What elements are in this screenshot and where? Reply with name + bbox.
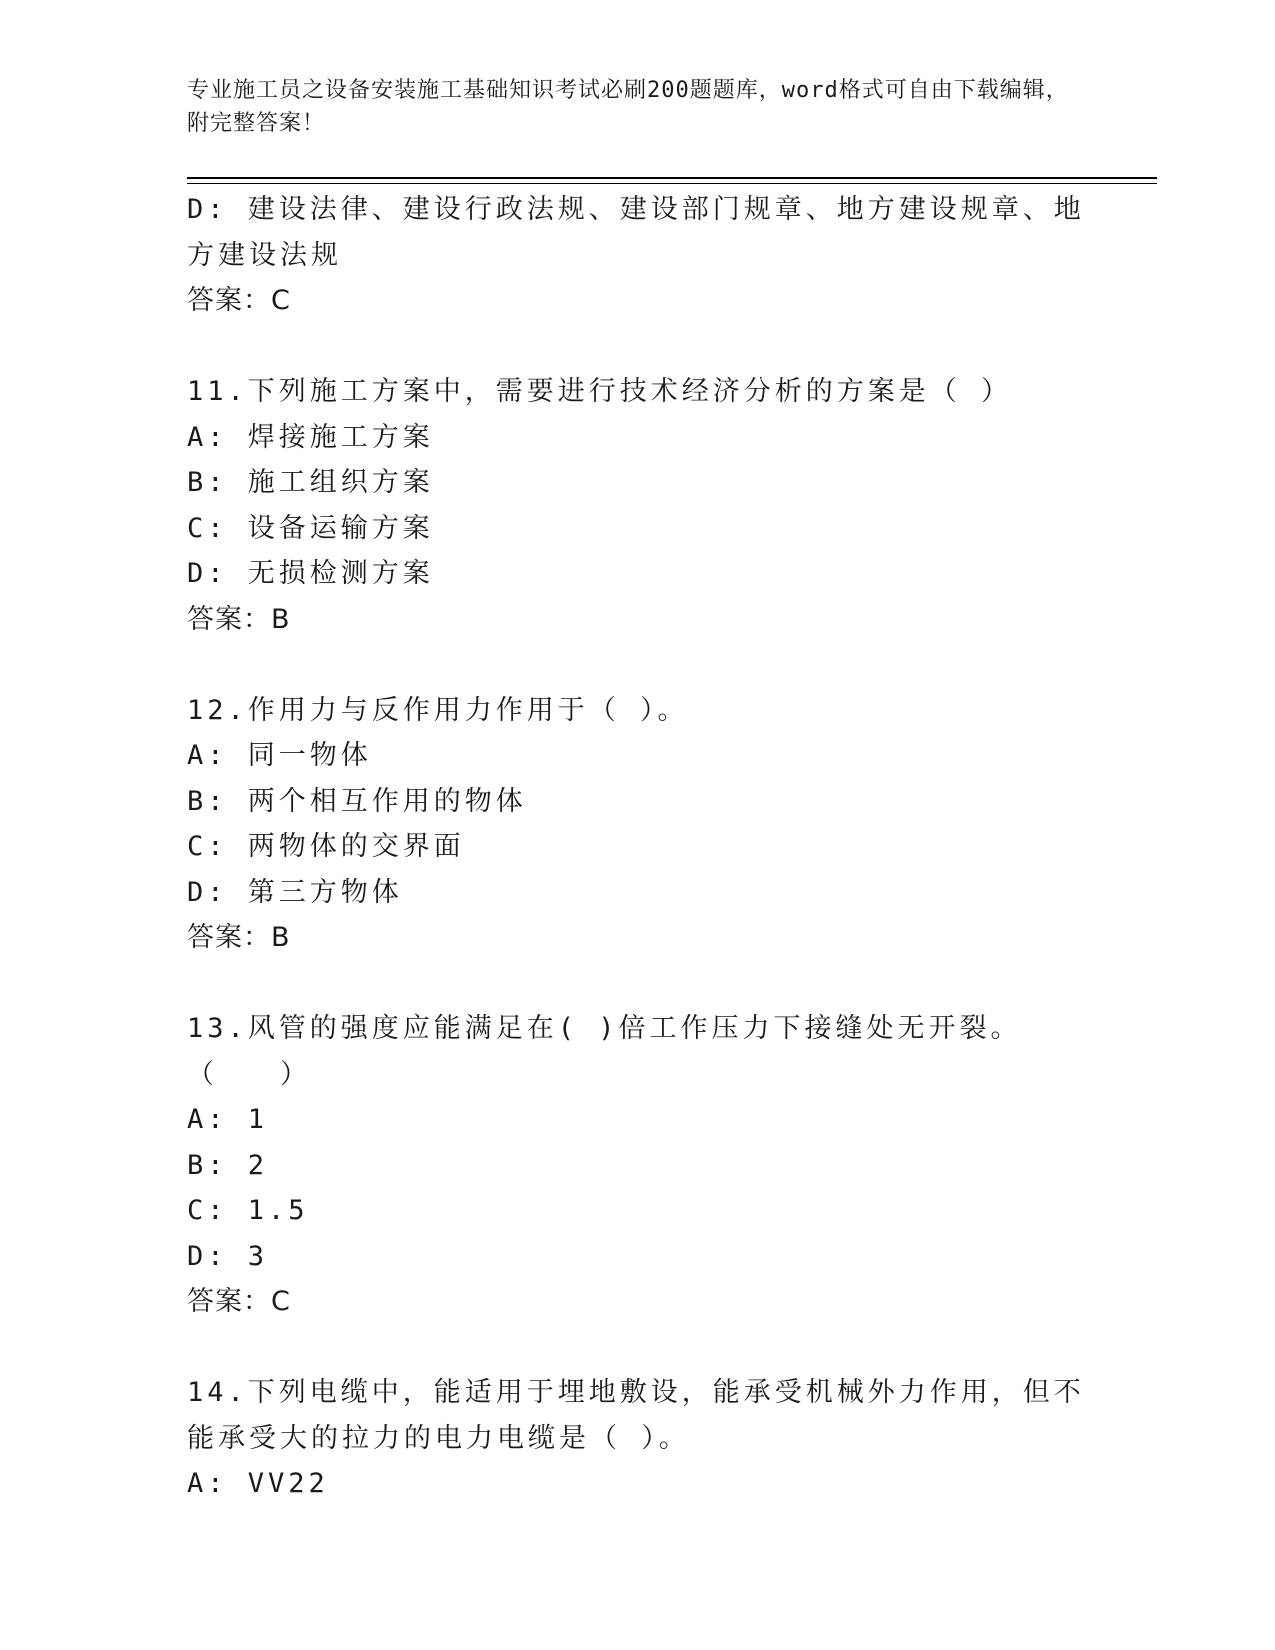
option-d: D: 建设法律、建设行政法规、建设部门规章、地方建设规章、地方建设法规 xyxy=(187,194,1085,271)
option-b: B: 2 xyxy=(187,1149,269,1181)
spacer xyxy=(187,324,1087,370)
question-14 xyxy=(187,1370,1087,1507)
spacer xyxy=(187,1325,1087,1371)
header-divider-thick xyxy=(187,177,1157,179)
header-divider-thin xyxy=(187,183,1157,184)
option-a: A: 1 xyxy=(187,1104,269,1135)
document-header xyxy=(187,74,1077,140)
option-b: B: 施工组织方案 xyxy=(187,467,434,498)
option-d: D: 第三方物体 xyxy=(187,876,403,908)
document-body xyxy=(187,187,1087,1507)
answer-line: 答案：C xyxy=(187,1286,291,1317)
question-13 xyxy=(187,1006,1087,1325)
question-10-tail xyxy=(187,187,1087,324)
option-c: C: 设备运输方案 xyxy=(187,512,434,544)
option-d: D: 无损检测方案 xyxy=(187,558,434,589)
option-a: A: VV22 xyxy=(187,1468,329,1499)
answer-line: 答案：B xyxy=(187,603,291,635)
option-d: D: 3 xyxy=(187,1240,269,1272)
answer-line: 答案：C xyxy=(187,285,291,316)
question-stem: 11.下列施工方案中，需要进行技术经济分析的方案是（ ） xyxy=(187,376,1013,407)
spacer xyxy=(187,642,1087,688)
question-stem: 13.风管的强度应能满足在( )倍工作压力下接缝处无开裂。（ ） xyxy=(187,1013,1022,1090)
option-b: B: 两个相互作用的物体 xyxy=(187,785,527,817)
question-11 xyxy=(187,369,1087,642)
option-c: C: 1.5 xyxy=(187,1195,309,1226)
question-stem: 14.下列电缆中，能适用于埋地敷设，能承受机械外力作用，但不能承受大的拉力的电力电缆是（ ）。 xyxy=(187,1377,1085,1454)
option-a: A: 焊接施工方案 xyxy=(187,421,434,453)
option-c: C: 两物体的交界面 xyxy=(187,831,465,862)
document-title: 专业施工员之设备安装施工基础知识考试必刷200题题库，word格式可自由下载编辑，附完整答案！ xyxy=(187,78,1069,136)
answer-line: 答案：B xyxy=(187,922,291,953)
spacer xyxy=(187,961,1087,1007)
question-12 xyxy=(187,688,1087,961)
question-stem: 12.作用力与反作用力作用于（ ）。 xyxy=(187,694,689,726)
option-a: A: 同一物体 xyxy=(187,740,372,771)
